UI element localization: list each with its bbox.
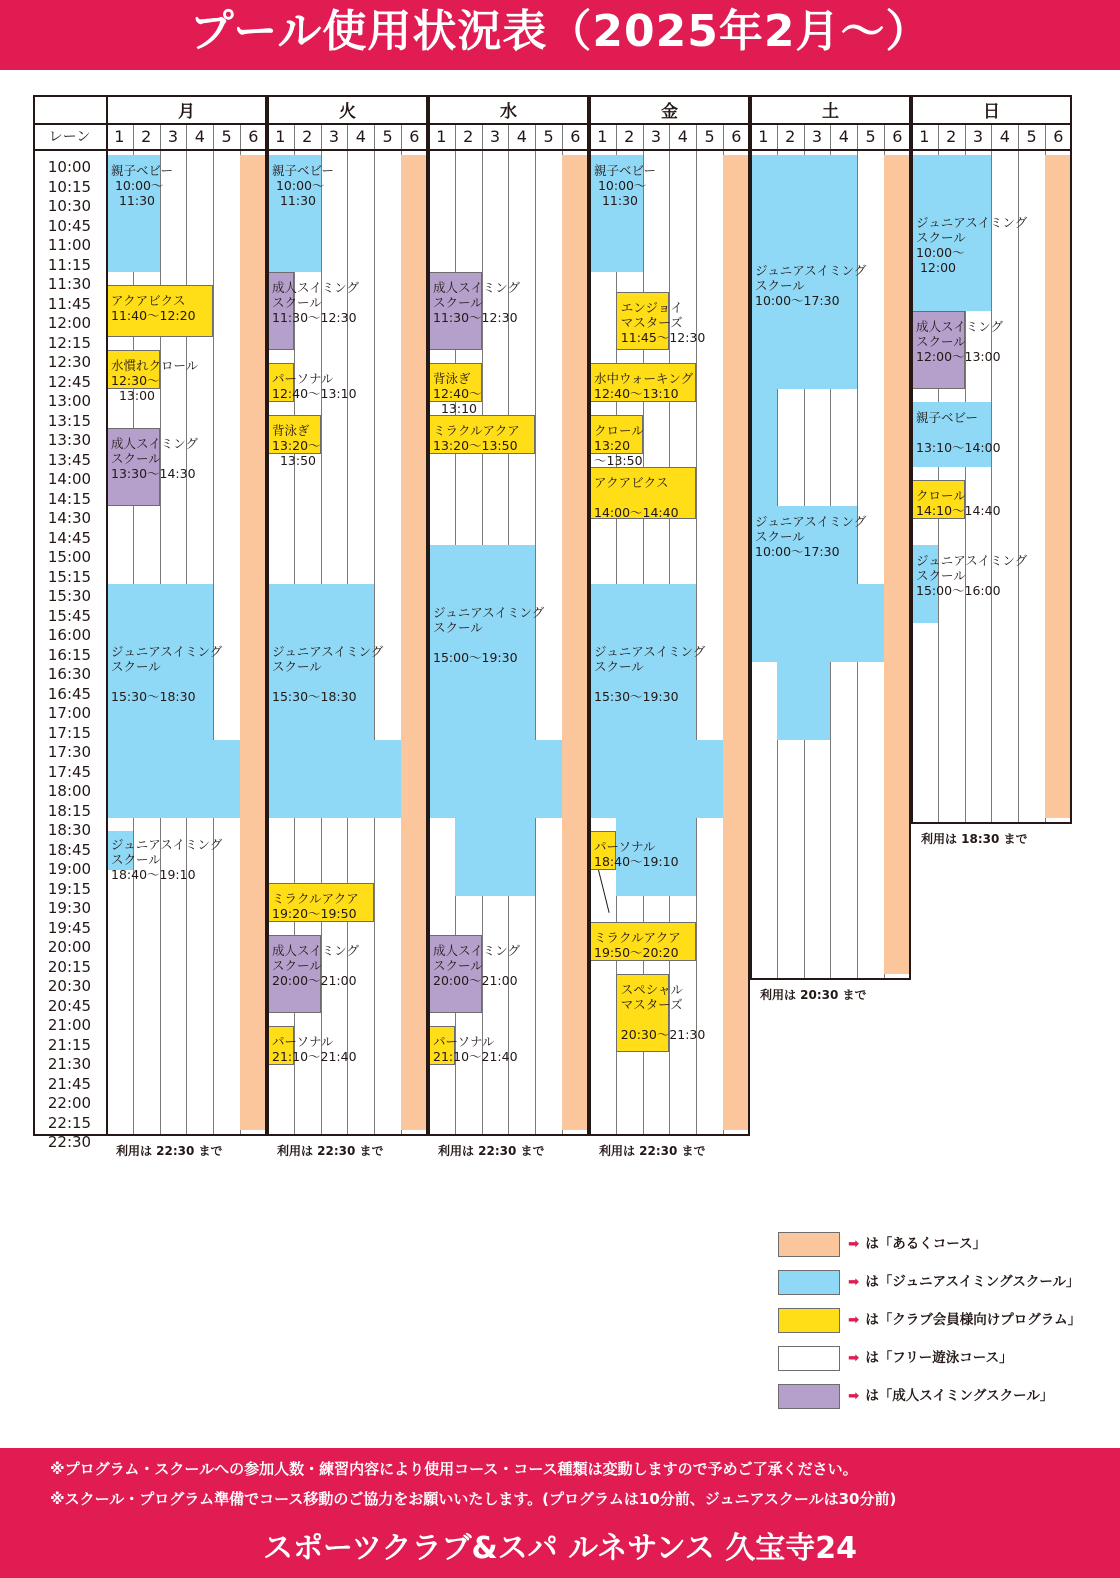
lane-number: 4: [355, 126, 366, 146]
time-label: 11:15: [47, 255, 92, 274]
time-label: 21:30: [47, 1055, 92, 1073]
lane-number: 1: [436, 126, 447, 146]
closing-note: 利用は 22:30 まで: [277, 1144, 384, 1158]
walk-block: [240, 155, 267, 1130]
header-rule: [106, 149, 267, 151]
walk-block: [884, 155, 911, 974]
time-label: 20:00: [47, 938, 92, 956]
legend-item: [848, 1270, 1080, 1295]
block-label: 親子ベビー 10:00～ 11:30: [594, 163, 657, 208]
header-rule: [911, 123, 1072, 125]
time-label: 13:00: [47, 392, 92, 410]
legend-text: は「クラブ会員様向けプログラム」: [865, 1312, 1082, 1328]
walk-block: [401, 155, 428, 1130]
block-label: 成人スイミング スクール 12:00～13:00: [916, 319, 1004, 364]
time-label: 20:30: [47, 977, 92, 995]
junior-block: [106, 740, 240, 818]
junior-block: [455, 818, 535, 896]
closing-note: 利用は 22:30 まで: [116, 1144, 223, 1158]
block-label: ミラクルアクア 13:20～13:50: [433, 423, 520, 453]
header-rule: [750, 123, 911, 125]
time-label: 15:00: [47, 548, 92, 566]
time-label: 11:30: [47, 275, 92, 293]
block-label: 水中ウォーキング 12:40～13:10: [594, 371, 694, 401]
time-label: 16:15: [47, 645, 92, 664]
block-label: 親子ベビー 13:10～14:00: [916, 410, 1001, 455]
lane-number: 6: [248, 126, 259, 146]
day-header: 水: [500, 101, 517, 122]
legend-text: は「フリー遊泳コース」: [865, 1350, 1013, 1366]
time-label: 17:00: [47, 704, 92, 722]
lane-number: 2: [302, 126, 313, 146]
block-label: ジュニアスイミング スクール 15:00～16:00: [916, 553, 1028, 598]
lane-number: 5: [382, 126, 393, 146]
block-label: ジュニアスイミング スクール 10:00～ 12:00: [916, 215, 1028, 275]
header-rule: [589, 123, 750, 125]
time-column-frame: [33, 95, 108, 1136]
lane-number: 5: [221, 126, 232, 146]
header-rule: [267, 149, 428, 151]
time-label: 18:45: [47, 840, 92, 859]
footer-note-2: ※スクール・プログラム準備でコース移動のご協力をお願いいたします。(プログラムは10分前、ジュニアスクールは30分前): [50, 1490, 897, 1508]
time-label: 16:30: [47, 665, 92, 683]
lane-number: 6: [409, 126, 420, 146]
legend-item: [848, 1232, 986, 1257]
day-header: 金: [661, 101, 678, 122]
arrow-icon: ➡: [848, 1236, 860, 1252]
lane-number: 2: [463, 126, 474, 146]
block-label: アクアビクス 11:40～12:20: [111, 293, 196, 323]
header-rule: [33, 149, 108, 151]
time-label: 14:30: [47, 509, 92, 527]
block-label: パーソナル 21:10～21:40: [433, 1034, 518, 1064]
block-label: エンジョイ マスターズ 11:45～12:30: [620, 299, 706, 345]
time-label: 10:00: [47, 158, 92, 176]
block-label: ジュニアスイミング スクール 15:30～19:30: [594, 644, 706, 704]
lane-number: 5: [543, 126, 554, 146]
time-label: 10:30: [47, 197, 92, 215]
time-label: 12:15: [47, 333, 92, 352]
lane-number: 5: [865, 126, 876, 146]
lane-number: 4: [516, 126, 527, 146]
time-label: 17:30: [47, 743, 92, 761]
free-swatch: [778, 1346, 840, 1371]
block-label: ジュニアスイミング スクール 15:30～18:30: [272, 644, 384, 704]
junior-block: [777, 662, 831, 740]
block-label: 背泳ぎ 13:20～ 13:50: [272, 423, 321, 468]
time-label: 14:00: [47, 470, 92, 488]
junior-block: [750, 584, 884, 662]
legend-text: は「成人スイミングスクール」: [865, 1388, 1054, 1404]
time-label: 16:45: [47, 684, 92, 703]
day-header: 火: [339, 101, 356, 122]
block-label: パーソナル 21:10～21:40: [272, 1034, 357, 1064]
lane-number: 1: [114, 126, 125, 146]
header-rule: [106, 123, 267, 125]
day-header: 日: [983, 101, 1000, 122]
lane-number: 3: [811, 126, 823, 146]
block-label: アクアビクス 14:00～14:40: [594, 475, 679, 520]
lane-number: 2: [624, 126, 635, 146]
header-rule: [267, 123, 428, 125]
lane-number: 2: [946, 126, 957, 146]
block-label: 成人スイミング スクール 13:30～14:30: [111, 436, 199, 481]
legend-item: [848, 1346, 1013, 1371]
lane-number: 6: [892, 126, 903, 146]
arrow-icon: ➡: [848, 1388, 860, 1404]
time-label: 19:15: [47, 879, 92, 898]
lane-number: 1: [758, 126, 769, 146]
time-label: 12:00: [47, 314, 92, 332]
block-label: クロール 13:20 ～13:50: [594, 423, 644, 468]
block-label: 成人スイミング スクール 20:00～21:00: [272, 943, 360, 988]
time-label: 14:15: [47, 489, 92, 508]
block-label: 親子ベビー 10:00～ 11:30: [111, 163, 174, 208]
time-label: 15:30: [47, 587, 92, 605]
header-rule: [428, 149, 589, 151]
time-label: 13:15: [47, 411, 92, 430]
block-label: スペシャル マスターズ 20:30～21:30: [620, 982, 706, 1042]
lane-number: 5: [1026, 126, 1037, 146]
day-header: 月: [178, 101, 195, 122]
adult-swatch: [778, 1384, 840, 1409]
pointer-line: [598, 870, 610, 913]
lane-divider: [374, 123, 375, 1136]
walk-block: [1045, 155, 1072, 818]
legend-item: [848, 1384, 1053, 1409]
time-label: 11:00: [47, 236, 92, 254]
block-label: ミラクルアクア 19:20～19:50: [272, 891, 359, 921]
club-name: スポーツクラブ&スパ ルネサンス 久宝寺24: [263, 1531, 857, 1566]
closing-note: 利用は 22:30 まで: [438, 1144, 545, 1158]
lane-number: 4: [999, 126, 1010, 146]
block-label: パーソナル 18:40～19:10: [594, 839, 679, 869]
time-label: 11:45: [47, 294, 92, 313]
time-label: 17:15: [47, 723, 92, 742]
arrow-icon: ➡: [848, 1350, 860, 1366]
time-label: 22:30: [47, 1133, 92, 1151]
time-label: 19:30: [47, 899, 92, 917]
lane-number: 4: [194, 126, 205, 146]
block-label: ミラクルアクア 19:50～20:20: [594, 930, 681, 960]
time-label: 21:00: [47, 1016, 92, 1034]
time-label: 10:45: [47, 216, 92, 235]
lane-number: 3: [972, 126, 984, 146]
junior-block: [589, 740, 723, 818]
time-label: 12:30: [47, 353, 92, 371]
block-label: ジュニアスイミング スクール 10:00～17:30: [755, 514, 867, 559]
lane-number: 6: [570, 126, 581, 146]
block-label: 水慣れクロール 12:30～ 13:00: [111, 358, 199, 403]
time-label: 12:45: [47, 372, 92, 391]
walk-block: [562, 155, 589, 1130]
lane-number: 6: [731, 126, 742, 146]
time-label: 21:45: [47, 1074, 92, 1093]
time-label: 13:45: [47, 450, 92, 469]
time-label: 18:15: [47, 801, 92, 820]
arrow-icon: ➡: [848, 1312, 860, 1328]
legend-item: [848, 1308, 1081, 1333]
day-header: 土: [822, 101, 839, 122]
junior-block: [428, 740, 562, 818]
lane-number: 1: [275, 126, 286, 146]
time-label: 19:00: [47, 860, 92, 878]
time-label: 13:30: [47, 431, 92, 449]
block-label: ジュニアスイミング スクール 18:40～19:10: [111, 837, 223, 882]
club-swatch: [778, 1308, 840, 1333]
time-label: 21:15: [47, 1035, 92, 1054]
time-label: 22:00: [47, 1094, 92, 1112]
time-label: 20:15: [47, 957, 92, 976]
walk-swatch: [778, 1232, 840, 1257]
time-label: 20:45: [47, 996, 92, 1015]
page-title: プール使用状況表（2025年2月～）: [189, 6, 931, 57]
time-label: 16:00: [47, 626, 92, 644]
block-label: ジュニアスイミング スクール 15:00～19:30: [433, 605, 545, 665]
footer: [0, 1448, 1120, 1578]
junior-block: [750, 389, 777, 506]
lane-number: 3: [167, 126, 179, 146]
legend-text: は「ジュニアスイミングスクール」: [865, 1274, 1080, 1290]
header-rule: [428, 123, 589, 125]
lane-number: 6: [1053, 126, 1064, 146]
block-label: パーソナル 12:40～13:10: [272, 371, 357, 401]
lane-number: 4: [838, 126, 849, 146]
block-label: 親子ベビー 10:00～ 11:30: [272, 163, 335, 208]
arrow-icon: ➡: [848, 1274, 860, 1290]
junior-swatch: [778, 1270, 840, 1295]
block-label: ジュニアスイミング スクール 10:00～17:30: [755, 263, 867, 308]
lane-number: 3: [650, 126, 662, 146]
junior-block: [267, 740, 401, 818]
lane-number: 3: [328, 126, 340, 146]
legend-text: は「あるくコース」: [865, 1236, 987, 1252]
block-label: 成人スイミング スクール 11:30～12:30: [272, 280, 360, 325]
lane-number: 5: [704, 126, 715, 146]
time-label: 22:15: [47, 1113, 92, 1132]
time-label: 10:15: [47, 177, 92, 196]
time-label: 14:45: [47, 528, 92, 547]
walk-block: [723, 155, 750, 1130]
block-label: ジュニアスイミング スクール 15:30～18:30: [111, 644, 223, 704]
time-label: 19:45: [47, 918, 92, 937]
time-label: 18:00: [47, 782, 92, 800]
block-label: クロール 14:10～14:40: [916, 488, 1001, 518]
time-label: 15:15: [47, 567, 92, 586]
lane-divider: [213, 123, 214, 1136]
block-label: 成人スイミング スクール 20:00～21:00: [433, 943, 521, 988]
time-label: 17:45: [47, 762, 92, 781]
lane-number: 2: [141, 126, 152, 146]
footer-note-1: ※プログラム・スクールへの参加人数・練習内容により使用コース・コース種類は変動しますので予めご了承ください。: [50, 1460, 858, 1478]
block-label: 背泳ぎ 12:40～ 13:10: [433, 371, 482, 416]
lane-number: 3: [489, 126, 501, 146]
header-rule: [911, 149, 1072, 151]
block-label: 成人スイミング スクール 11:30～12:30: [433, 280, 521, 325]
lane-number: 4: [677, 126, 688, 146]
lane-header-label: レーン: [48, 129, 91, 145]
lane-number: 1: [597, 126, 608, 146]
closing-note: 利用は 22:30 まで: [599, 1144, 706, 1158]
lane-number: 2: [785, 126, 796, 146]
header-rule: [750, 149, 911, 151]
header-rule: [33, 123, 108, 125]
time-label: 15:45: [47, 606, 92, 625]
closing-note: 利用は 20:30 まで: [760, 988, 867, 1002]
closing-note: 利用は 18:30 まで: [921, 832, 1028, 846]
lane-number: 1: [919, 126, 930, 146]
time-label: 18:30: [47, 821, 92, 839]
header-rule: [589, 149, 750, 151]
